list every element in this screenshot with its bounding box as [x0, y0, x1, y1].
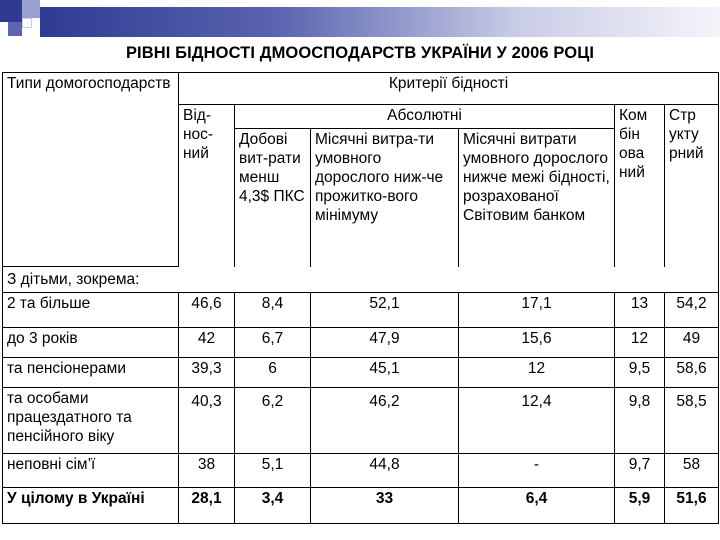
cell-combined: 13 — [615, 293, 665, 327]
table-row-total — [3, 487, 719, 523]
poverty-table — [2, 72, 719, 524]
cell-relative: 46,6 — [179, 293, 235, 327]
cell-structural: 58,5 — [665, 387, 719, 453]
cell-subsistence: 47,9 — [311, 327, 459, 357]
cell-subsistence: 44,8 — [311, 453, 459, 487]
cell-subsistence: 46,2 — [311, 387, 459, 453]
section-row — [3, 267, 719, 293]
cell-worldbank: 17,1 — [459, 293, 615, 327]
cell-worldbank: - — [459, 453, 615, 487]
decorative-square-1 — [0, 0, 22, 22]
header-gradient-bar — [40, 7, 720, 37]
row-label: до 3 років — [3, 327, 179, 357]
cell-daily: 6 — [235, 357, 311, 387]
row-header-cell — [3, 73, 179, 267]
cell-daily: 8,4 — [235, 293, 311, 327]
cell-relative: 28,1 — [179, 487, 235, 523]
cell-structural: 58,6 — [665, 357, 719, 387]
cell-daily: 3,4 — [235, 487, 311, 523]
cell-daily: 6,7 — [235, 327, 311, 357]
relative-header: Від-нос-ний — [183, 107, 214, 163]
abs-sub3-header: Місячні витрати умовного дорослого нижче межі бідності, розрахованої Світовим банком — [463, 131, 610, 225]
cell-worldbank: 12,4 — [459, 387, 615, 453]
abs-sub2-cell — [311, 129, 459, 267]
cell-combined: 12 — [615, 327, 665, 357]
row-label: У цілому в Україні — [3, 487, 179, 523]
table-row — [3, 293, 719, 327]
cell-subsistence: 33 — [311, 487, 459, 523]
cell-relative: 38 — [179, 453, 235, 487]
row-label: 2 та більше — [3, 293, 179, 327]
combined-header-cell — [615, 105, 665, 267]
cell-worldbank: 12 — [459, 357, 615, 387]
table-row — [3, 357, 719, 387]
table-row — [3, 387, 719, 453]
row-header: Типи домогосподарств — [7, 75, 171, 92]
cell-daily: 5,1 — [235, 453, 311, 487]
row-label: та особами працездатного та пенсійного віку — [3, 387, 179, 453]
cell-subsistence: 52,1 — [311, 293, 459, 327]
cell-relative: 39,3 — [179, 357, 235, 387]
row-label: неповні сім’ї — [3, 453, 179, 487]
decorative-square-3 — [8, 22, 22, 36]
table-row — [3, 453, 719, 487]
abs-sub1-cell — [235, 129, 311, 267]
page-title: РІВНІ БІДНОСТІ ДМООСПОДАРСТВ УКРАЇНИ У 2006 РОЦІ — [125, 44, 595, 62]
abs-sub3-cell — [459, 129, 615, 267]
table-row — [3, 327, 719, 357]
structural-header-cell — [665, 105, 719, 267]
cell-relative: 42 — [179, 327, 235, 357]
absolute-header: Абсолютні — [387, 107, 462, 125]
cell-combined: 5,9 — [615, 487, 665, 523]
cell-structural: 49 — [665, 327, 719, 357]
abs-sub2-header: Місячні витра-ти умовного дорослого ниж-че прожитко-вого мінімуму — [315, 131, 444, 225]
criteria-header: Критерії бідності — [388, 75, 509, 92]
decorative-square-2 — [22, 0, 40, 18]
cell-combined: 9,5 — [615, 357, 665, 387]
absolute-header-cell — [235, 105, 615, 129]
cell-combined: 9,7 — [615, 453, 665, 487]
combined-header: Ком бін ова ний — [619, 107, 648, 182]
cell-structural: 54,2 — [665, 293, 719, 327]
cell-relative: 40,3 — [179, 387, 235, 453]
cell-structural: 51,6 — [665, 487, 719, 523]
cell-subsistence: 45,1 — [311, 357, 459, 387]
criteria-header-cell — [179, 73, 719, 105]
cell-daily: 6,2 — [235, 387, 311, 453]
section-label: З дітьми, зокрема: — [7, 271, 140, 289]
relative-header-cell — [179, 105, 235, 267]
abs-sub1-header: Добові вит-рати менш 4,3$ ПКС — [239, 131, 305, 206]
cell-combined: 9,8 — [615, 387, 665, 453]
structural-header: Стр укту рний — [669, 107, 704, 163]
row-label: та пенсіонерами — [3, 357, 179, 387]
cell-structural: 58 — [665, 453, 719, 487]
decorative-square-4 — [22, 18, 32, 28]
cell-worldbank: 15,6 — [459, 327, 615, 357]
cell-worldbank: 6,4 — [459, 487, 615, 523]
